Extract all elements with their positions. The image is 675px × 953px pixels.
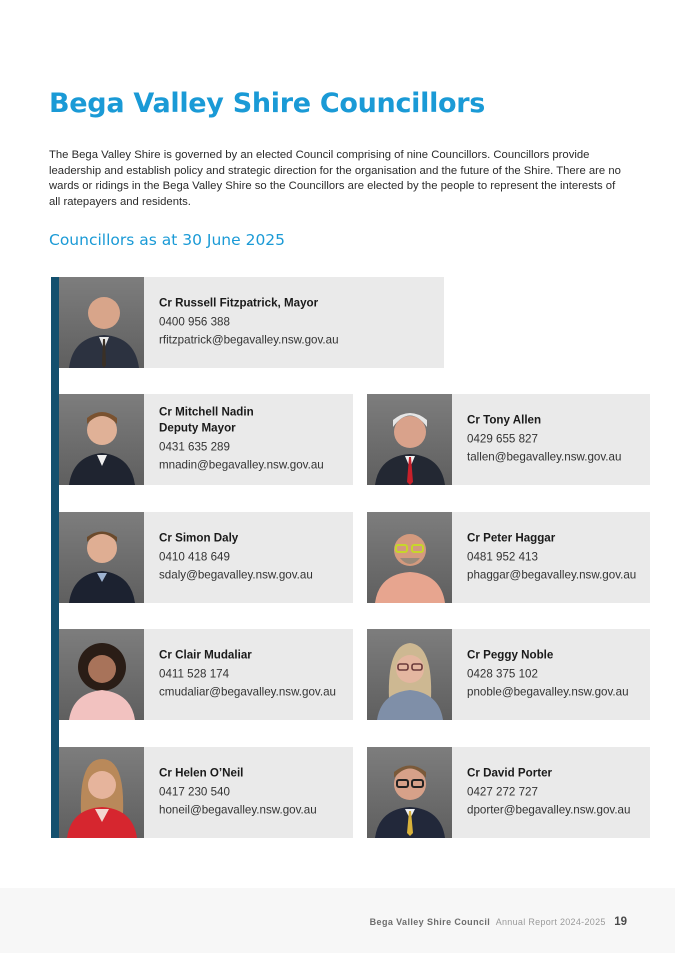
- footer-report-title: Annual Report 2024-2025: [495, 917, 606, 927]
- councillor-phone: 0429 655 827: [467, 431, 538, 445]
- footer-text: [370, 916, 627, 928]
- intro-paragraph: The Bega Valley Shire is governed by an elected Council comprising of nine Councillors. Councillors provide leadership and establish policy and strategic direction for the organisation and the future of the Shire. There are no wards or ridings in the Bega Valley Shire so the Councillors are elected by the people to represent the interests of all ratepayers and residents.: [49, 149, 621, 208]
- portrait-photo: [59, 629, 144, 720]
- councillor-email: rfitzpatrick@begavalley.nsw.gov.au: [159, 333, 339, 347]
- councillor-name: Cr Peggy Noble: [467, 647, 554, 661]
- portrait-photo: [367, 747, 452, 838]
- councillor-name: Cr Simon Daly: [159, 530, 239, 544]
- councillor-name: Cr David Porter: [467, 765, 553, 779]
- portrait-photo: [59, 394, 144, 485]
- councillor-email: mnadin@begavalley.nsw.gov.au: [159, 458, 324, 472]
- councillor-name: Cr Peter Haggar: [467, 530, 556, 544]
- councillor-email: cmudaliar@begavalley.nsw.gov.au: [159, 685, 336, 699]
- councillor-phone: 0410 418 649: [159, 549, 230, 563]
- councillor-phone: 0411 528 174: [159, 666, 230, 680]
- portrait-photo: [367, 512, 452, 603]
- portrait-photo: [367, 629, 452, 720]
- councillor-email: sdaly@begavalley.nsw.gov.au: [159, 568, 313, 582]
- councillor-card: [59, 629, 353, 720]
- councillor-name: Cr Clair Mudaliar: [159, 647, 252, 661]
- councillor-email: pnoble@begavalley.nsw.gov.au: [467, 685, 629, 699]
- section-subtitle: Councillors as at 30 June 2025: [49, 231, 286, 249]
- page-title: Bega Valley Shire Councillors: [49, 88, 486, 119]
- councillor-phone: 0428 375 102: [467, 666, 538, 680]
- councillor-email: phaggar@begavalley.nsw.gov.au: [467, 568, 637, 582]
- councillor-card: [367, 747, 650, 838]
- councillor-card: [59, 277, 444, 368]
- portrait-photo: [59, 747, 144, 838]
- page-number: 19: [614, 916, 627, 928]
- accent-bar: [51, 277, 59, 838]
- councillor-phone: 0417 230 540: [159, 784, 230, 798]
- councillor-email: dporter@begavalley.nsw.gov.au: [467, 803, 631, 817]
- portrait-photo: [59, 277, 144, 368]
- councillor-card: [367, 394, 650, 485]
- councillor-email: tallen@begavalley.nsw.gov.au: [467, 450, 622, 464]
- portrait-photo: [59, 512, 144, 603]
- councillor-card: [59, 394, 353, 485]
- councillor-card: [367, 512, 650, 603]
- councillor-name: Cr Russell Fitzpatrick, Mayor: [159, 295, 319, 309]
- councillor-card: [59, 747, 353, 838]
- councillor-phone: 0427 272 727: [467, 784, 538, 798]
- councillor-name: Cr Tony Allen: [467, 412, 542, 426]
- councillor-card: [59, 512, 353, 603]
- councillor-card: [367, 629, 650, 720]
- portrait-photo: [367, 394, 452, 485]
- councillor-phone: 0400 956 388: [159, 314, 230, 328]
- councillor-phone: 0431 635 289: [159, 439, 230, 453]
- councillor-name: Cr Helen O’Neil: [159, 765, 244, 779]
- councillor-email: honeil@begavalley.nsw.gov.au: [159, 803, 317, 817]
- footer-organisation: Bega Valley Shire Council: [369, 917, 491, 927]
- councillor-phone: 0481 952 413: [467, 549, 538, 563]
- councillor-name: Cr Mitchell Nadin Deputy Mayor: [159, 404, 254, 434]
